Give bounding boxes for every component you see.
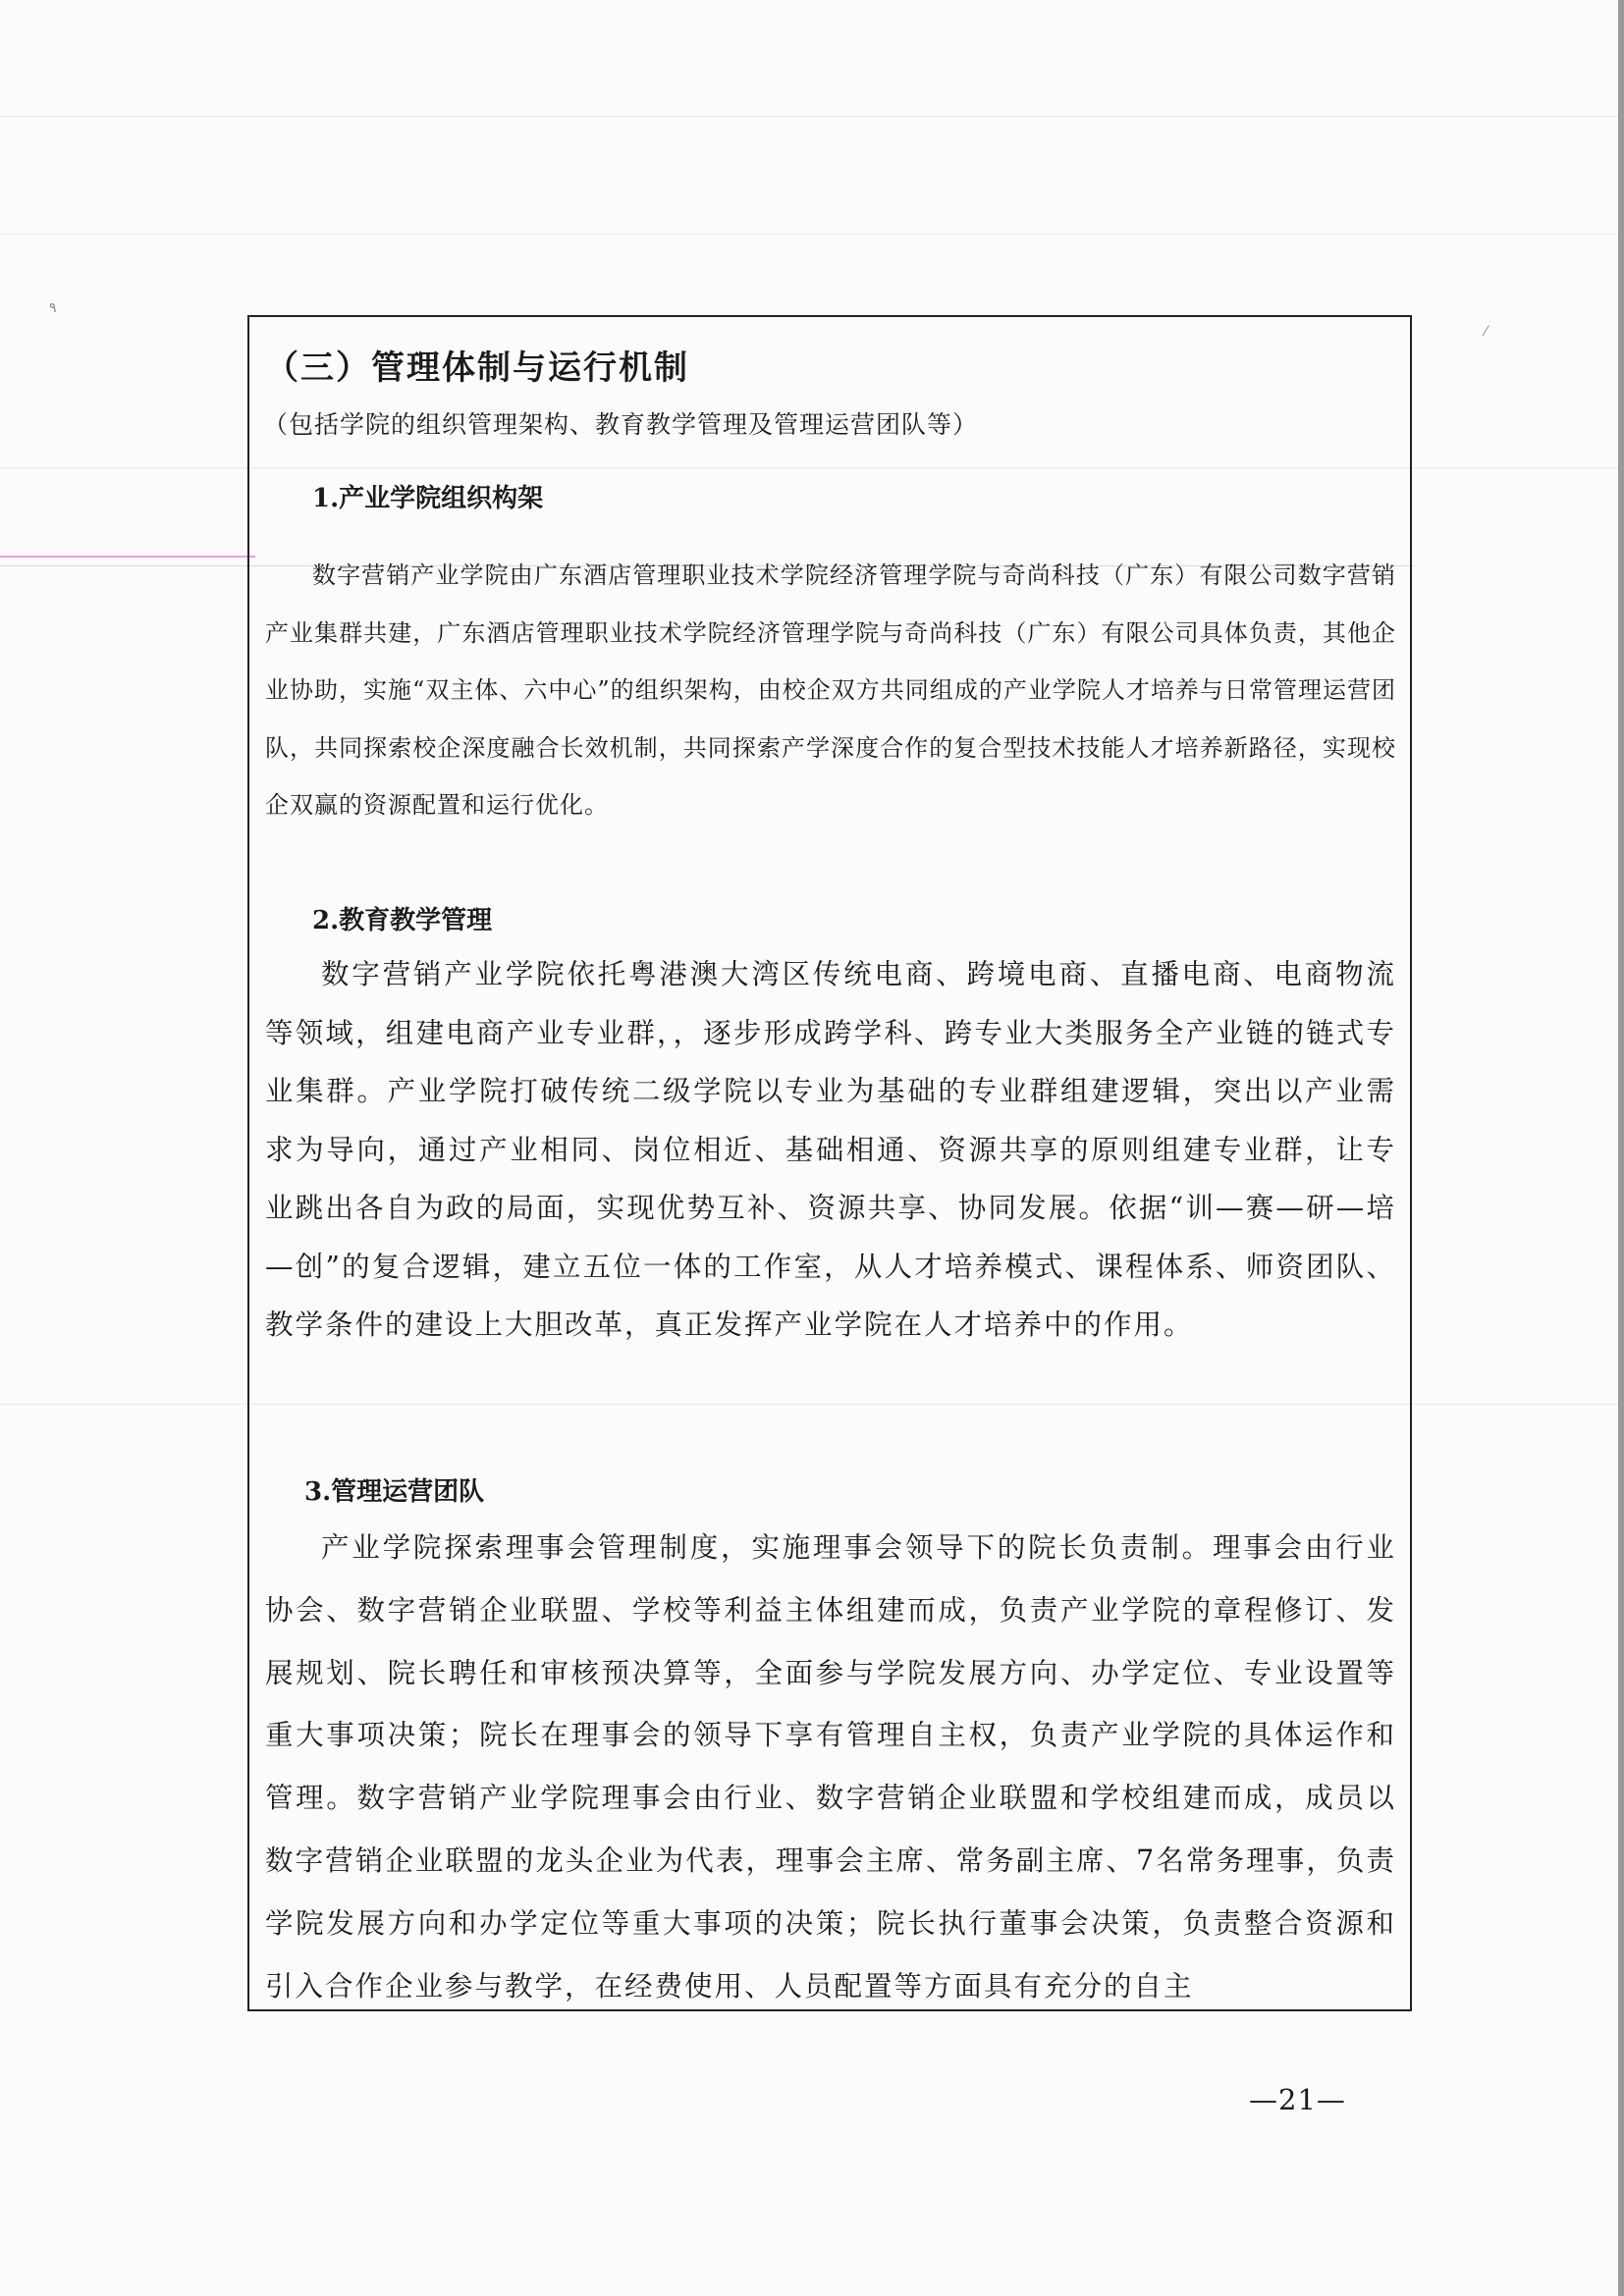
scanner-mark [0, 556, 255, 558]
subsection-heading-3: 3.管理运营团队 [304, 1477, 485, 1507]
content-box [247, 315, 1412, 2011]
subsection-heading-2: 2.教育教学管理 [312, 906, 493, 935]
subsection-text-3: 产业学院探索理事会管理制度，实施理事会领导下的院长负责制。理事会由行业协会、数字营销企业联盟、学校等利益主体组建而成，负责产业学院的章程修订、发展规划、院长聘任和审核预决算等，全面参与学院发展方向、办学定位、专业设置等重大事项决策；院长在理事会的领导下享有管理自主权，负责产业学院的具体运作和管理。数字营销产业学院理事会由行业、数字营销企业联盟和学校组建而成，成员以数字营销企业联盟的龙头企业为代表，理事会主席、常务副主席、7名常务理事，负责学院发展方向和办学定位等重大事项的决策；院长执行董事会决策，负责整合资源和引入合作企业参与教学，在经费使用、人员配置等方面具有充分的自主 [265, 1531, 1396, 2002]
scan-edge [1618, 0, 1624, 2296]
subsection-text-2: 数字营销产业学院依托粤港澳大湾区传统电商、跨境电商、直播电商、电商物流等领域，组建电商产业专业群，，逐步形成跨学科、跨专业大类服务全产业链的链式专业集群。产业学院打破传统二级学院以专业为基础的专业群组建逻辑，突出以产业需求为导向，通过产业相同、岗位相近、基础相通、资源共享的原则组建专业群，让专业跳出各自为政的局面，实现优势互补、资源共享、协同发展。依据“训—赛—研—培—创”的复合逻辑，建立五位一体的工作室，从人才培养模式、课程体系、师资团队、教学条件的建设上大胆改革，真正发挥产业学院在人才培养中的作用。 [265, 958, 1396, 1341]
subsection-text-1: 数字营销产业学院由广东酒店管理职业技术学院经济管理学院与奇尚科技（广东）有限公司数字营销产业集群共建，广东酒店管理职业技术学院经济管理学院与奇尚科技（广东）有限公司具体负责，其他企业协助，实施“双主体、六中心”的组织架构，由校企双方共同组成的产业学院人才培养与日常管理运营团队，共同探索校企深度融合长效机制，共同探索产学深度合作的复合型技术技能人才培养新路径，实现校企双赢的资源配置和运行优化。 [265, 561, 1396, 819]
scan-speck: ٩ [49, 300, 57, 316]
scan-line [0, 116, 1618, 117]
section-title: （三）管理体制与运行机制 [265, 348, 689, 388]
page-number: —21— [1249, 2083, 1346, 2116]
subsection-heading-1: 1.产业学院组织构架 [312, 484, 544, 513]
section-note: （包括学院的组织管理架构、教育教学管理及管理运营团队等） [263, 410, 979, 439]
scan-speck: ⁄ [1485, 324, 1488, 340]
scan-line [0, 234, 1618, 235]
